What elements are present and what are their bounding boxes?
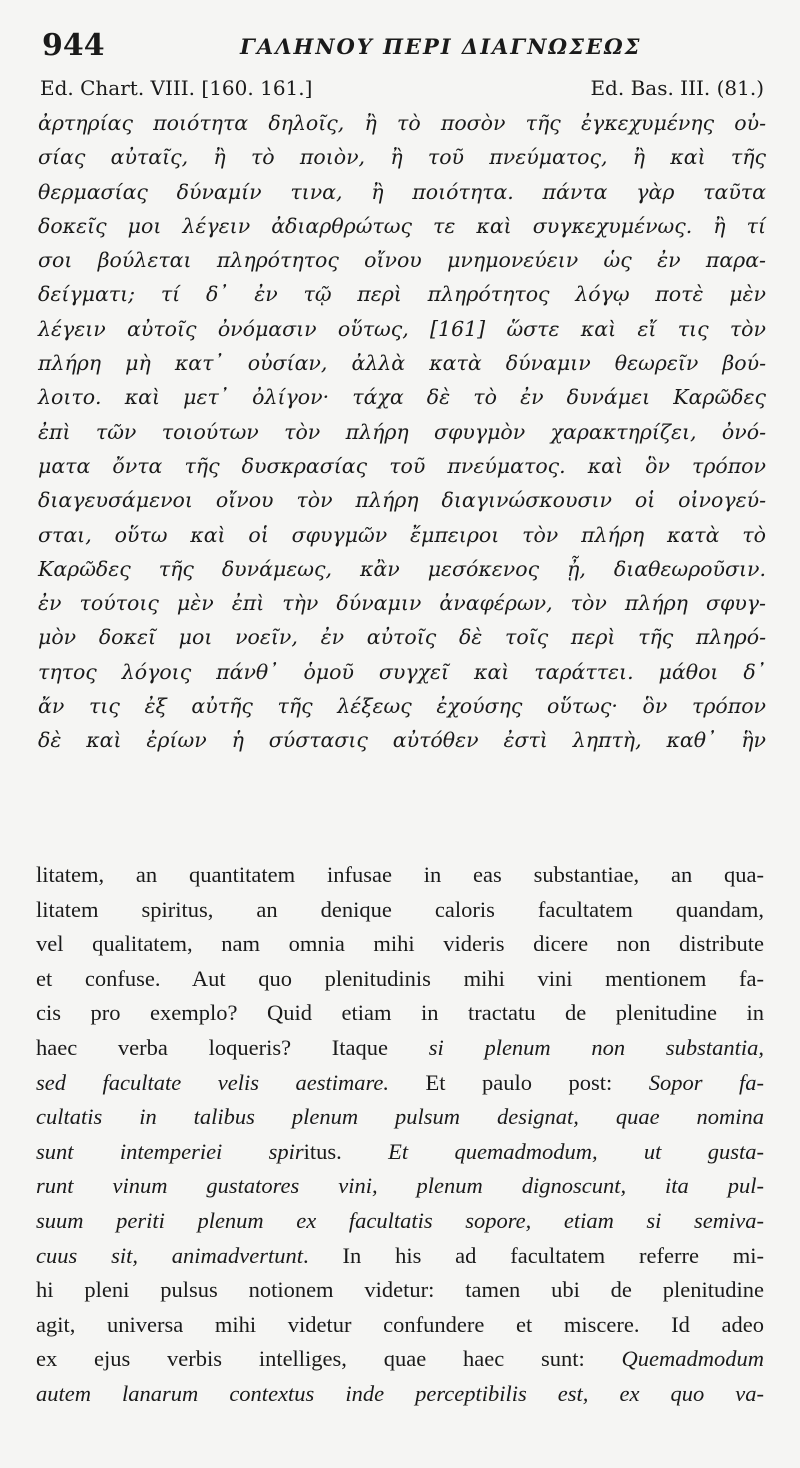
greek-line: λέγειν αὐτοῖς ὀνόμασιν οὕτως, [161] ὥστε καὶ εἴ τις τὸν [38,316,766,341]
greek-line: σίας αὐταῖς, ἢ τὸ ποιὸν, ἢ τοῦ πνεύματος, ἢ καὶ τῆς [38,145,766,170]
italic-quotation: cultatis in talibus plenum pulsum designat, quae nomina [36,1104,764,1130]
greek-line: πλήρη μὴ κατ᾽ οὐσίαν, ἀλλὰ κατὰ δύναμιν θεωρεῖν βού- [38,351,766,376]
greek-line: Καρῶδες τῆς δυνάμεως, κἂν μεσόκενος ᾖ, διαθεωροῦσιν. [38,556,766,581]
latin-line [36,1377,764,1412]
latin-line: et confuse. Aut quo plenitudinis mihi vini mentionem fa- [36,965,764,991]
greek-line: δείγματι; τί δ᾽ ἐν τῷ περὶ πληρότητος λόγῳ ποτὲ μὲν [38,282,766,307]
greek-line: ἐν τούτοις μὲν ἐπὶ τὴν δύναμιν ἀναφέρων, τὸν πλήρη σφυγ- [38,591,766,616]
italic-quotation: sed facultate velis aestimare. [36,1069,389,1095]
greek-line: δοκεῖς μοι λέγειν ἀδιαρθρώτως τε καὶ συγκεχυμένως. ἢ τί [38,213,766,238]
latin-line [36,1204,764,1239]
greek-line: ἀρτηρίας ποιότητα δηλοῖς, ἢ τὸ ποσὸν τῆς ἐγκεχυμένης οὐ- [38,111,766,135]
italic-quotation: Sopor fa- [612,1069,765,1095]
latin-line: ex ejus verbis intelliges, quae haec sunt: Quemadmodum [36,1346,764,1372]
latin-line: hi pleni pulsus notionem videtur: tamen ubi de plenitudine [36,1277,764,1303]
latin-line [36,1169,764,1204]
latin-line: litatem, an quantitatem infusae in eas substantiae, an qua- [36,862,764,887]
italic-quotation: si plenum non substantia, [428,1034,764,1060]
greek-line: δὲ καὶ ἐρίων ἡ σύστασις αὐτόθεν ἐστὶ ληπτὴ, καθ᾽ ἣν [38,728,766,753]
page-header [40,22,764,82]
italic-quotation: runt vinum gustatores vini, plenum dignoscunt, ita pul- [36,1173,764,1199]
page-number: 944 [42,28,105,63]
latin-line: vel qualitatem, nam omnia mihi videris dicere non distribute [36,931,764,957]
latin-line: cis pro exemplo? Quid etiam in tractatu de plenitudine in [36,1000,764,1026]
latin-translation-block [36,858,764,1412]
greek-line: θερμασίας δύναμίν τινα, ἢ ποιότητα. πάντα γὰρ ταῦτα [38,179,766,204]
greek-line: σοι βούλεται πληρότητος οἴνου μνημονεύειν ὡς ἐν παρα- [38,248,766,273]
italic-quotation: suum periti plenum ex facultatis sopore, etiam si semiva- [36,1207,764,1233]
edition-reference-left: Ed. Chart. VIII. [160. 161.] [40,76,313,100]
latin-line [36,1100,764,1135]
latin-line: litatem spiritus, an denique caloris facultatem quandam, [36,896,764,922]
greek-text-block [38,106,766,758]
greek-line: διαγευσάμενοι οἴνου τὸν πλήρη διαγινώσκουσιν οἱ οἰνογεύ- [38,488,766,513]
greek-line: ἄν τις ἐξ αὐτῆς τῆς λέξεως ἐχούσης οὕτως· ὃν τρόπον [38,694,766,719]
greek-line: ματα ὄντα τῆς δυσκρασίας τοῦ πνεύματος. καὶ ὃν τρόπον [38,453,766,478]
latin-line: sed facultate velis aestimare. Et paulo post: Sopor fa- [36,1069,765,1095]
latin-line: cuus sit, animadvertunt. In his ad facultatem referre mi- [36,1242,765,1268]
greek-line: ἐπὶ τῶν τοιούτων τὸν πλήρη σφυγμὸν χαρακτηρίζει, ὀνό- [38,419,766,444]
running-title: ΓΑΛΗΝΟΥ ΠΕΡΙ ΔΙΑΓΝΩΣΕΩΣ [240,34,642,59]
latin-line: sunt intemperiei spiritus. Et quemadmodum, ut gusta- [36,1138,765,1164]
italic-quotation: autem lanarum contextus inde perceptibilis est, ex quo va- [36,1380,764,1406]
italic-quotation: Quemadmodum [621,1346,764,1372]
greek-line: τητος λόγοις πάνθ᾽ ὁμοῦ συγχεῖ καὶ ταράττει. μάθοι δ᾽ [38,659,766,684]
latin-line: agit, universa mihi videtur confundere et miscere. Id adeo [36,1311,764,1337]
greek-line: λοιτο. καὶ μετ᾽ ὀλίγον· τάχα δὲ τὸ ἐν δυνάμει Καρῶδες [38,385,766,410]
italic-quotation: Et quemadmodum, ut gusta- [341,1138,765,1164]
edition-reference-right: Ed. Bas. III. (81.) [590,76,764,100]
italic-quotation: cuus sit, animadvertunt [36,1242,304,1268]
italic-quotation: sunt intemperiei spir [36,1138,304,1164]
greek-line: σται, οὕτω καὶ οἱ σφυγμῶν ἔμπειροι τὸν πλήρη κατὰ τὸ [38,522,766,547]
greek-line: μὸν δοκεῖ μοι νοεῖν, ἐν αὐτοῖς δὲ τοῖς περὶ τῆς πληρό- [38,625,766,650]
latin-line: haec verba loqueris? Itaque si plenum non substantia, [36,1034,764,1060]
